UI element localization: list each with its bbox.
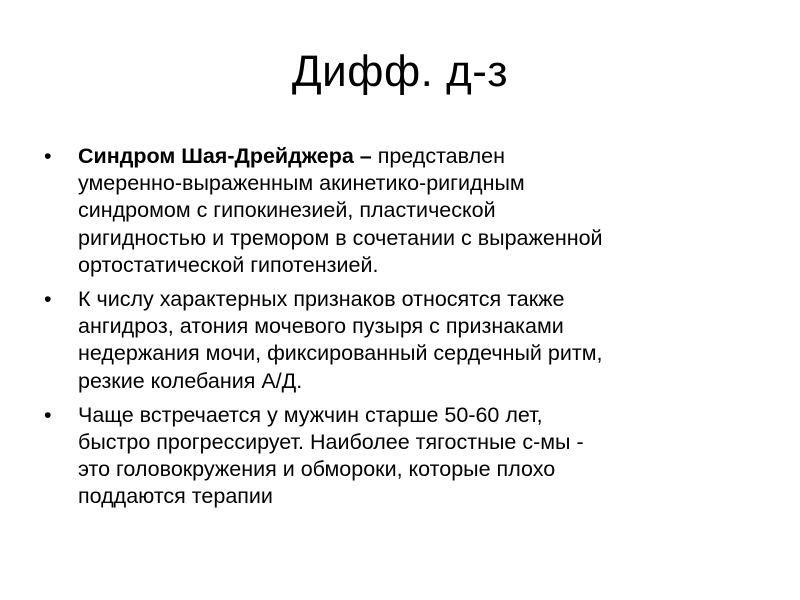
- bullet-list: [44, 143, 744, 518]
- slide-title: Дифф. д-з: [291, 47, 509, 96]
- bullet-body-text: К числу характерных признаков относятся также ангидроз, атония мочевого пузыря с признаками недержания мочи, фиксированный сердечный ритм, резкие колебания А/Д.: [78, 287, 603, 393]
- bullet-body-text: представлен умеренно-выраженным акинетико-ригидным синдромом с гипокинезией, пластической ригидностью и тремором в сочетании с выраженной ортостатической гипотензией.: [78, 144, 603, 277]
- bullet-body-text: Чаще встречается у мужчин старше 50-60 лет, быстро прогрессирует. Наиболее тягостные с-мы - это головокружения и обмороки, которые плохо поддаются терапии: [78, 402, 584, 509]
- bullet-item-3: [44, 402, 744, 511]
- bullet-item-1: [44, 143, 744, 279]
- bullet-lead-text: Синдром Шая-Дрейджера –: [78, 144, 372, 168]
- bullet-marker: •: [44, 144, 52, 168]
- bullet-marker: •: [44, 402, 52, 427]
- bullet-item-2: [44, 286, 744, 395]
- bullet-marker: •: [44, 287, 52, 312]
